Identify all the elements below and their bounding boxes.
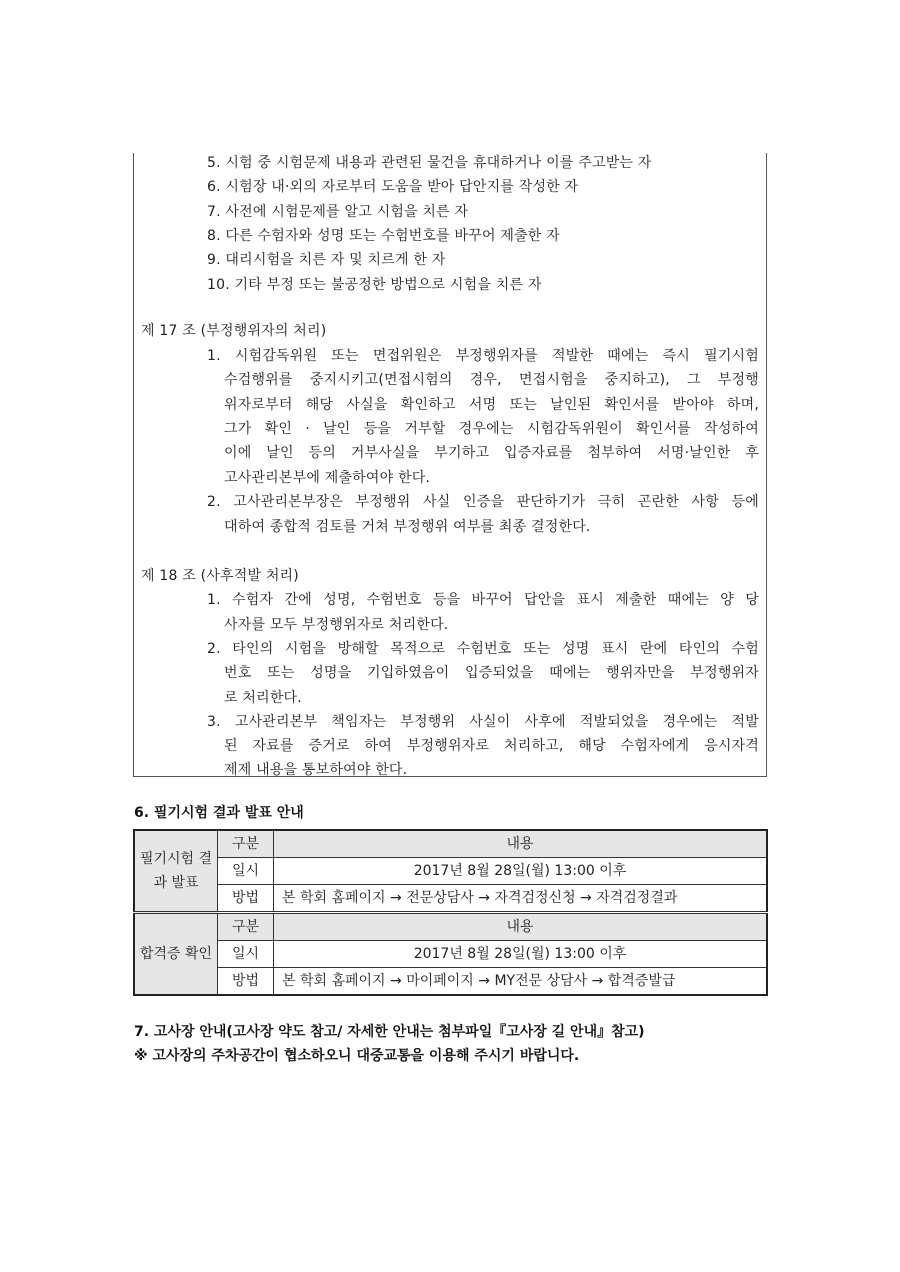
table-row <box>134 885 767 913</box>
group-certificate: 합격증 확인 <box>134 913 218 996</box>
row-value-method: 본 학회 홈페이지 → 마이페이지 → MY전문 상담사 → 합격증발급 <box>274 968 768 996</box>
table-row <box>134 858 767 885</box>
table-row <box>134 830 767 858</box>
article-17-item-2-line: 2. 고사관리본부장은 부정행위 사실 인증을 판단하기가 극히 곤란한 사항 등에 <box>207 494 759 510</box>
article-18-item-1-line: 사자를 모두 부정행위자로 처리한다. <box>224 617 449 633</box>
article-17-item-1-line: 위자로부터 해당 사실을 확인하고 서명 또는 날인된 확인서를 받아야 하며, <box>224 397 759 413</box>
article-18-item-3-line: 제제 내용을 통보하여야 한다. <box>224 762 408 778</box>
article-18-item-3-line: 된 자료를 증거로 하여 부정행위자로 처리하고, 해당 수험자에게 응시자격 <box>224 738 759 754</box>
article-18-title: 제 18 조 (사후적발 처리) <box>141 568 299 584</box>
article-18-item-1-line: 1. 수험자 간에 성명, 수험번호 등을 바꾸어 답안을 표시 제출한 때에는 양 당 <box>207 592 759 608</box>
row-value-datetime: 2017년 8월 28일(월) 13:00 이후 <box>274 941 768 968</box>
table-row <box>134 941 767 968</box>
row-value-datetime: 2017년 8월 28일(월) 13:00 이후 <box>274 858 768 885</box>
header-category: 구분 <box>218 830 274 858</box>
header-content: 내용 <box>274 913 768 941</box>
row-label-datetime: 일시 <box>218 941 274 968</box>
article-17-item-1-line: 1. 시험감독위원 또는 면접위원은 부정행위자를 적발한 때에는 즉시 필기시험 <box>207 348 759 364</box>
section-7-title: 7. 고사장 안내(고사장 약도 참고/ 자세한 안내는 첨부파일『고사장 길 안내』참고) <box>134 1024 645 1040</box>
article-17-title: 제 17 조 (부정행위자의 처리) <box>141 323 327 339</box>
article-18-item-3-line: 3. 고사관리본부 책임자는 부정행위 사실이 사후에 적발되었을 경우에는 적발 <box>207 714 759 730</box>
row-label-method: 방법 <box>218 885 274 913</box>
table-row <box>134 968 767 996</box>
row-label-datetime: 일시 <box>218 858 274 885</box>
article-17-item-1-line: 이에 날인 등의 거부사실을 부기하고 입증자료를 첨부하여 서명·날인한 후 <box>224 445 759 461</box>
group-written-results: 필기시험 결과 발표 <box>134 830 218 913</box>
header-content: 내용 <box>274 830 768 858</box>
row-label-method: 방법 <box>218 968 274 996</box>
article-18-item-2-line: 번호 또는 성명을 기입하였음이 입증되었을 때에는 행위자만을 부정행위자 <box>224 665 759 681</box>
article-17-item-1-line: 고사관리본부에 제출하여야 한다. <box>224 470 431 486</box>
article-17-item-2-line: 대하여 종합적 검토를 거쳐 부정행위 여부를 최종 결정한다. <box>224 519 591 535</box>
rules-box <box>133 153 767 777</box>
table-row <box>134 913 767 941</box>
parking-note: ※ 고사장의 주차공간이 협소하오니 대중교통을 이용해 주시기 바랍니다. <box>134 1048 580 1064</box>
row-value-method: 본 학회 홈페이지 → 전문상담사 → 자격검정신청 → 자격검정결과 <box>274 885 768 913</box>
article-17-item-1-line: 그가 확인 · 날인 등을 거부할 경우에는 시험감독위원이 확인서를 작성하여 <box>224 421 759 437</box>
header-category: 구분 <box>218 913 274 941</box>
article-18-item-2-line: 로 처리한다. <box>224 690 302 706</box>
article-17-item-1-line: 수검행위를 중지시키고(면접시험의 경우, 면접시험을 중지하고), 그 부정행 <box>224 372 759 388</box>
rule-item-7: 7. 사전에 시험문제를 알고 시험을 치른 자 <box>207 204 469 220</box>
rule-item-9: 9. 대리시험을 치른 자 및 치르게 한 자 <box>207 252 446 268</box>
article-18-item-2-line: 2. 타인의 시험을 방해할 목적으로 수험번호 또는 성명 표시 란에 타인의 수험 <box>207 641 759 657</box>
results-table <box>133 829 768 996</box>
rule-item-8: 8. 다른 수험자와 성명 또는 수험번호를 바꾸어 제출한 자 <box>207 228 560 244</box>
rule-item-10: 10. 기타 부정 또는 불공정한 방법으로 시험을 치른 자 <box>207 277 542 293</box>
section-6-title: 6. 필기시험 결과 발표 안내 <box>134 805 304 821</box>
rule-item-5: 5. 시험 중 시험문제 내용과 관련된 물건을 휴대하거나 이를 주고받는 자 <box>207 155 652 171</box>
rule-item-6: 6. 시험장 내·외의 자로부터 도움을 받아 답안지를 작성한 자 <box>207 179 579 195</box>
